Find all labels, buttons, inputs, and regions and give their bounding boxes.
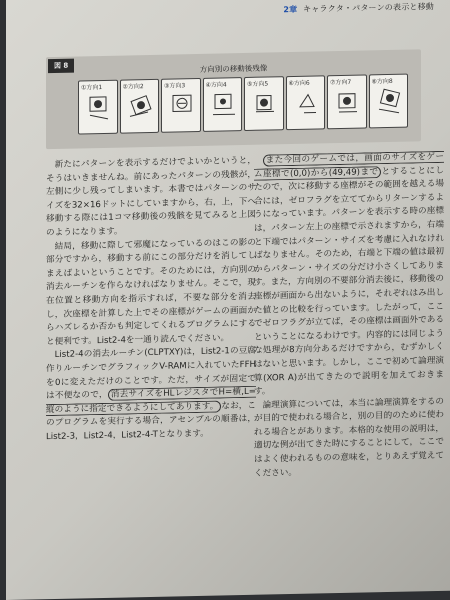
left-column (46, 155, 256, 445)
book-page (6, 0, 450, 600)
paragraph-text: List2-4の消去ルーチン(CLPTXY)は，List2-1の豆腐作りルーチンでグラフィックV-RAMに入れていたFFHを0に変えただけのことです。ただ，サイズが固定では不便なので， (46, 346, 256, 402)
frame-dir-1 (78, 80, 118, 135)
handwritten-box-annotation: 消去サイズをHLレジスタでH=横,L=縦のように指定できるようにしてあります。 (46, 386, 256, 415)
frame-dir-3 (161, 78, 201, 133)
running-header (283, 1, 434, 15)
frame-label: ③方向3 (164, 82, 186, 90)
right-column (254, 151, 444, 481)
body-paragraph: 論理演算については，本当に論理演算をするのが目的で使われる場合と，別の目的のために使われる場合とがあります。本格的な使用の説明は，適切な例が出てきた時にすることにして，ここではよく使われるものの意味を，とりあえず覚えてください。 (254, 396, 444, 479)
frame-label: ②方向2 (122, 83, 144, 91)
paragraph-text: とすることにしたので，次に移動する座標がその範囲を越える場合には，ゼロフラグを立ててからリターンするようになっています。パターンを表示する時の座標は，パターン左上の座標で示されますから，右端と下端ではパターン・サイズを考慮に入れなければなりません。そのため，右端と下端の値は最初からパターン・サイズの分だけ小さくしてあります。また，方向別の不要部分消去後に，移動後の座標が画面から出ないように，それぞれはみ出した値との比較を行っています。したがって，ここでゼロフラグが立てば，その座標は画面外であるということになるわけです。内容的には同じような処理が8方向分あるだけですから，むずかしくはないと思います。しかし，ここで初めて論理演算(XOR A)が出てきたので説明を加えておきます。 (254, 165, 444, 397)
character-sprite-icon (128, 92, 154, 123)
chapter-number: 2章 (283, 4, 298, 15)
character-sprite-icon (169, 91, 195, 122)
figure-panel (46, 49, 421, 149)
figure-title: 方向別の移動後残像 (199, 63, 268, 74)
frame-label: ⑦方向7 (330, 78, 352, 87)
frame-label: ①方向1 (81, 83, 103, 92)
chapter-title: キャラクタ・パターンの表示と移動 (303, 2, 434, 14)
handwritten-box-annotation: また今回のゲームでは，画面のサイズをゲーム座標で(0,0)から(49,49)まで (254, 151, 444, 180)
character-sprite-icon (86, 93, 112, 124)
frame-dir-7 (327, 74, 367, 129)
frame-label: ⑥方向6 (288, 79, 310, 88)
frame-dir-8 (369, 74, 409, 129)
frame-label: ⑧方向8 (371, 77, 393, 86)
character-sprite-icon (377, 87, 403, 118)
character-sprite-icon (294, 88, 320, 119)
body-paragraph: 結局，移動に際して邪魔になっているのはこの影の部分ですから，移動する前にこの部分だけを消してしまえばよいということです。そのためには，方向別の消去ルーチンを作らなければなりません。そこで，現在位置と移動方向を指示すれば，不要な部分を消去し，次座標を計算した上でその座標がゲームの画面からハズレるか否かも判定してくれるプログラムにすると便利です。List2-4を一通り読んでください。 (46, 237, 256, 347)
character-sprite-icon (335, 88, 361, 119)
frame-label: ④方向4 (205, 81, 227, 89)
frame-dir-5 (244, 76, 284, 131)
body-paragraph (46, 345, 256, 445)
frame-label: ⑤方向5 (247, 80, 269, 88)
body-paragraph: 新たにパターンを表示するだけでよいかというと，そうはいきませんね。前にあったパターンの残骸が，左側に少し残ってしまいます。本書ではパターンのサイズを32×16ドットにしていますから，右，上，下へ移動する際には1コマ移動後の残骸を見てみると上図のようになります。 (46, 155, 256, 239)
body-paragraph (254, 151, 444, 400)
character-sprite-icon (211, 90, 237, 121)
figure-label: 図 8 (48, 59, 74, 74)
frame-dir-4 (203, 77, 243, 132)
character-sprite-icon (252, 89, 278, 120)
frame-strip (78, 74, 408, 135)
paragraph-text: なお，このプログラムを実行する場合，アセンブルの順番は，List2-3，List2-4，List2-4-Tとなります。 (46, 400, 256, 443)
frame-dir-6 (286, 75, 326, 130)
frame-dir-2 (120, 79, 160, 134)
